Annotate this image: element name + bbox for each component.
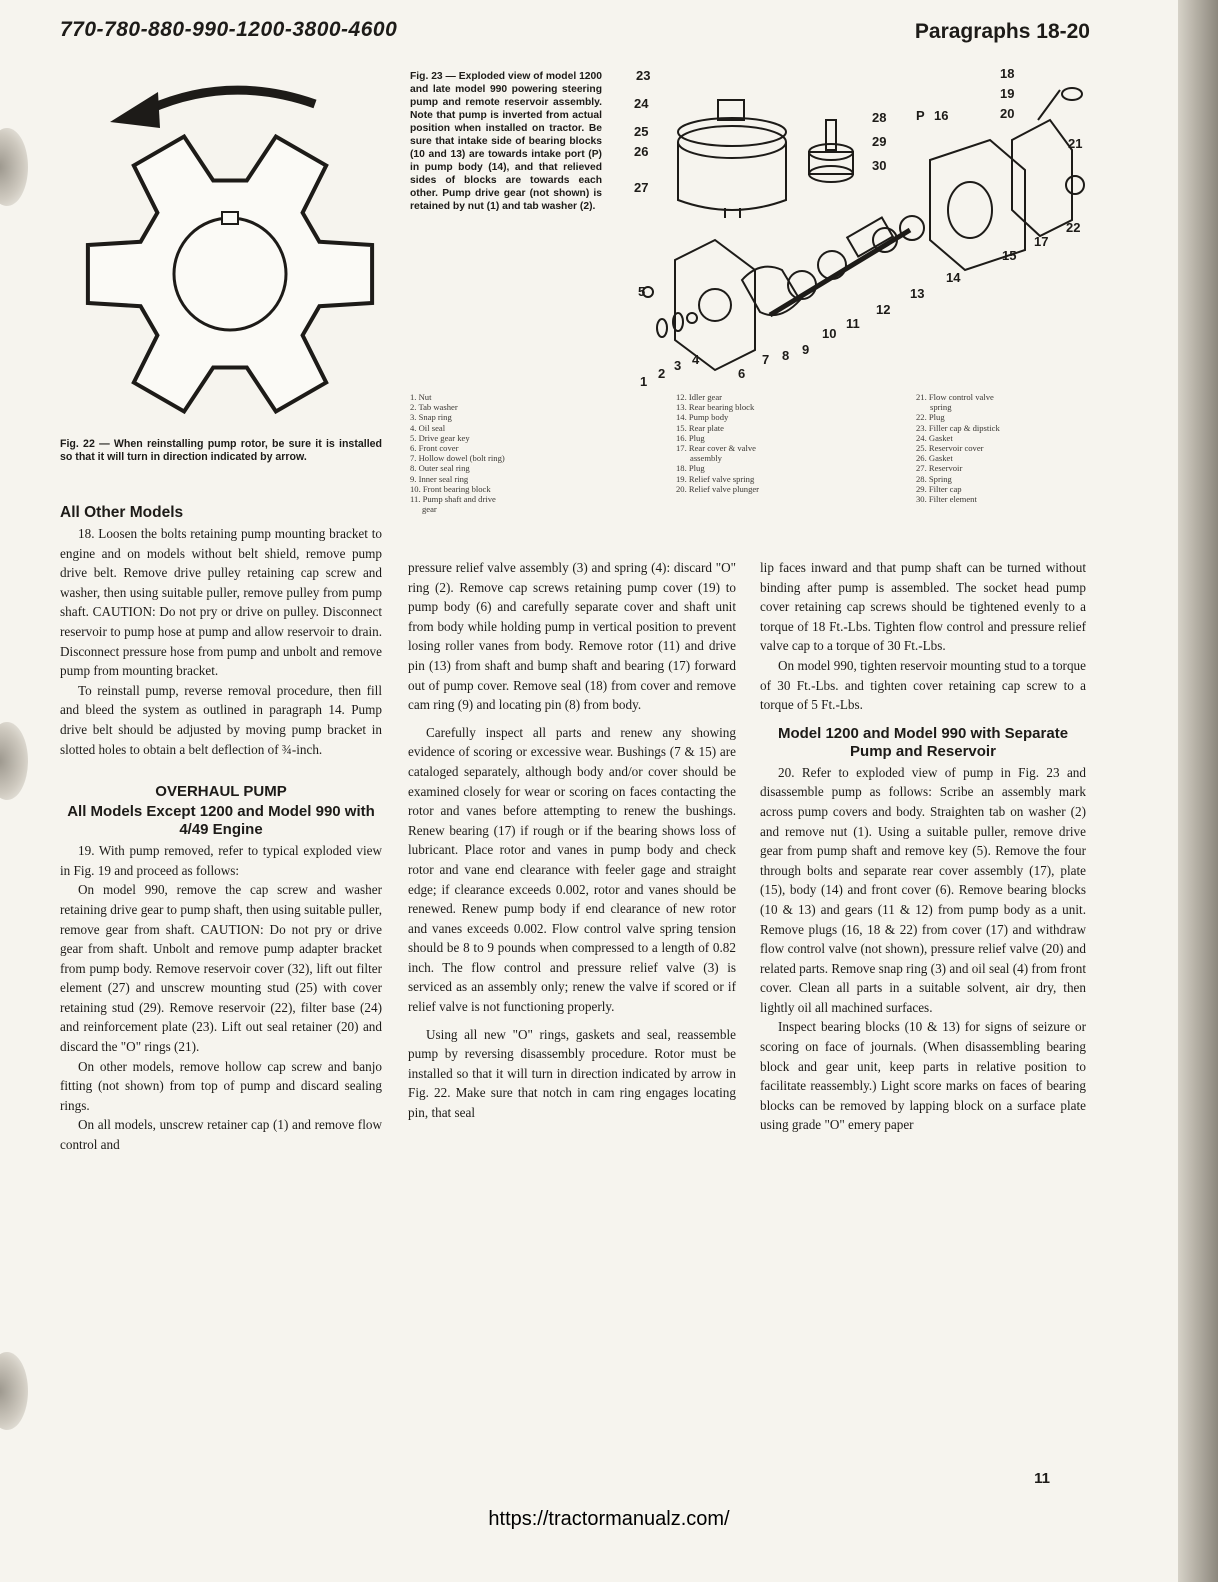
paragraph: On other models, remove hollow cap screw and banjo fitting (not shown) from top of pump and discard sealing rings. (60, 1058, 382, 1113)
text-column-1 (60, 502, 382, 1155)
legend-item: 27. Reservoir (916, 463, 963, 474)
callout: 25 (634, 124, 649, 139)
rotation-arrow-icon (110, 90, 315, 128)
legend-item: 26. Gasket (916, 453, 953, 464)
legend-item: 6. Front cover (410, 443, 459, 454)
callout: 10 (822, 326, 837, 341)
text-column-3 (760, 558, 1086, 1135)
fig22-rotor-drawing (60, 64, 390, 444)
legend-item: 22. Plug (916, 412, 945, 423)
fig23-caption: Fig. 23 — Exploded view of model 1200 and late model 990 powering steering pump and remote reservoir assembly. Note that pump is inverted from actual position when installed on tractor. Be sure that intake side of bearing blocks (10 and 13) are towards intake port (P) in pump body (14), and that relieved sides of blocks are towards each other. Pump drive gear (not shown) is retained by nut (1) and tab washer (2). (410, 71, 602, 212)
legend-item: 23. Filler cap & dipstick (916, 422, 1000, 433)
binder-hole (0, 128, 28, 206)
callout: 15 (1002, 248, 1017, 263)
callout: 7 (762, 352, 770, 367)
paragraph: On model 990, tighten reservoir mounting stud to a torque of 30 Ft.-Lbs. and tighten cover retaining cap screw to a torque of 5 Ft.-Lbs. (760, 657, 1086, 713)
legend-item: 18. Plug (676, 463, 705, 474)
callout: 1 (640, 374, 648, 389)
gasket-icon (742, 267, 800, 315)
parts-legend-col2 (676, 392, 876, 494)
callout: 2 (658, 366, 666, 381)
callout: 16 (934, 108, 949, 123)
callout: 9 (802, 342, 810, 357)
legend-item: 11. Pump shaft and drive (410, 494, 496, 505)
callout: 13 (910, 286, 925, 301)
legend-item: assembly (690, 453, 722, 464)
callout: 11 (846, 316, 860, 331)
legend-item: gear (422, 504, 437, 515)
callout: 8 (782, 348, 790, 363)
callout: 12 (876, 302, 891, 317)
callout: P (916, 108, 925, 123)
legend-item: 14. Pump body (676, 412, 729, 423)
legend-item: 7. Hollow dowel (bolt ring) (410, 453, 505, 464)
callout: 23 (636, 68, 651, 83)
gear-set-icon (770, 216, 924, 315)
callout: 26 (634, 144, 649, 159)
legend-item: 9. Inner seal ring (410, 473, 469, 484)
fig22-caption: Fig. 22 — When reinstalling pump rotor, be sure it is installed so that it will turn in direction indicated by arrow. (60, 438, 382, 464)
legend-item: 25. Reservoir cover (916, 443, 984, 454)
binder-hole (0, 722, 28, 800)
callout: 18 (1000, 66, 1015, 81)
callout: 4 (692, 352, 700, 367)
binder-hole (0, 1352, 28, 1430)
legend-item: 28. Spring (916, 473, 952, 484)
footer-url[interactable]: https://tractormanualz.com/ (488, 1508, 730, 1530)
paragraph: On all models, unscrew retainer cap (1) and remove flow control and (60, 1117, 382, 1153)
callout: 24 (634, 96, 649, 111)
callout: 30 (872, 158, 887, 173)
legend-item: 21. Flow control valve (916, 392, 994, 402)
fig23-exploded-view (620, 60, 1090, 390)
header-paragraphs: Paragraphs 18-20 (914, 20, 1090, 43)
section-heading: OVERHAUL PUMP (155, 783, 287, 801)
callout: 20 (1000, 106, 1015, 121)
legend-item: 19. Relief valve spring (676, 473, 755, 484)
paragraph: pressure relief valve assembly (3) and spring (4): discard "O" ring (2). Remove cap screws retaining pump cover (19) to pump body (6) and carefully separate cover and shaft unit from body while holding pump in vertical position to prevent losing roller vanes from body. Remove rotor (11) and drive pin (13) from shaft and bump shaft and bearing (17) forward out of pump cover. Remove seal (18) from cover and remove cam ring (9) and locating pin (8) from body. (408, 560, 736, 713)
paragraph: Carefully inspect all parts and renew any showing evidence of scoring or excessive wear. Bushings (7 & 15) are cataloged separately, although body and/or cover should be examined closely for wear or scoring on faces contacting the rotor and vanes before attempting to renew the bushings. Renew bearing (17) if rough or if the bearing shows loss of lubricant. Place rotor and vanes in pump body and check rotor and vane end clearance with feeler gage and straight edge; if clearance exceeds 0.002, rotor and vanes should be renewed. Renew pump body if end clearance of new rotor and vanes exceeds 0.002. Flow control valve spring tension should be 8 to 9 pounds when compressed to a length of 0.82 inch. The flow control and pressure relief valve (3) is serviced as an assembly only; renew the valve if scored or if relief valve is not functioning properly. (408, 724, 736, 1015)
parts-legend-col3 (916, 392, 1096, 504)
legend-item: 8. Outer seal ring (410, 463, 470, 474)
legend-item: 24. Gasket (916, 432, 953, 443)
paragraph: 18. Loosen the bolts retaining pump mounting bracket to engine and on models without belt shield, remove pump drive belt. Remove drive pulley retaining cap screw and washer, then using suitable puller, remove pulley from pump shaft. CAUTION: Do not pry or drive on pulley. Disconnect reservoir to pump hose at pump and allow reservoir to drain. Disconnect pressure hose from pump and unbolt and remove pump from mounting bracket. (60, 526, 382, 679)
legend-item: 1. Nut (410, 392, 432, 402)
rotor-icon (88, 137, 372, 412)
legend-item: 20. Relief valve plunger (676, 483, 760, 494)
page-edge-shadow (1178, 0, 1218, 1582)
legend-item: 5. Drive gear key (410, 432, 470, 443)
legend-item: 2. Tab washer (410, 402, 458, 413)
text-column-2 (408, 558, 736, 1123)
paragraph: Using all new "O" rings, gaskets and seal, reassemble pump by reversing disassembly procedure. Rotor must be installed so that it will turn in direction indicated by arrow in Fig. 22. Make sure that notch in cam ring engages locating pin, that seal (408, 1026, 736, 1121)
legend-item: 10. Front bearing block (410, 483, 491, 494)
legend-item: 16. Plug (676, 432, 705, 443)
legend-item: 13. Rear bearing block (676, 402, 755, 413)
callout: 19 (1000, 86, 1015, 101)
callout: 27 (634, 180, 649, 195)
callout: 14 (946, 270, 961, 285)
page-number: 11 (1034, 1470, 1050, 1487)
header-models: 770-780-880-990-1200-3800-4600 (60, 18, 398, 41)
legend-item: spring (930, 402, 952, 413)
rear-cover-icon (1012, 88, 1084, 236)
paragraph: 19. With pump removed, refer to typical exploded view in Fig. 19 and proceed as follows: (60, 843, 382, 878)
callout: 17 (1034, 234, 1049, 249)
filter-element-icon (809, 120, 853, 182)
paragraph: 20. Refer to exploded view of pump in Fig. 23 and disassemble pump as follows: Scribe an assembly mark across pump covers and body. Straighten tab on washer (2) and remove nut (1). Using a suitable puller, remove drive gear from pump shaft and remove key (5). Remove the four through bolts and separate rear cover assembly (17), plate (15), body (14) and front cover (6). Remove bearing blocks (10 & 13) and gears (11 & 12) from pump body as a unit. Remove plugs (16, 18 & 22) from cover (17) and withdraw flow control valve (not shown), pressure relief valve (20) and related parts. Remove snap ring (3) and oil seal (4) from front cover. Clean all parts in a suitable solvent, air dry, then lightly oil all machined surfaces. (760, 764, 1086, 1015)
paragraph: lip faces inward and that pump shaft can be turned without binding after pump is assembled. The socket head pump cover retaining cap screws should be tightened evenly to a torque of 18 Ft.-Lbs. Tighten flow control and pressure relief valve cap to a torque of 30 Ft.-Lbs. (760, 560, 1086, 654)
legend-item: 30. Filter element (916, 494, 977, 505)
callout: 22 (1066, 220, 1081, 235)
callout: 28 (872, 110, 887, 125)
legend-item: 4. Oil seal (410, 422, 446, 433)
section-heading: Model 1200 and Model 990 with Separate Pump and Reservoir (777, 724, 1069, 760)
callout: 6 (738, 366, 746, 381)
legend-item: 17. Rear cover & valve (676, 443, 756, 454)
parts-legend-col1 (410, 392, 610, 514)
legend-item: 15. Rear plate (676, 422, 724, 433)
legend-item: 3. Snap ring (410, 412, 452, 423)
callout: 29 (872, 134, 887, 149)
legend-item: 29. Filter cap (916, 483, 962, 494)
snap-ring-icon (657, 319, 667, 337)
section-subheading: All Models Except 1200 and Model 990 with 4/49 Engine (67, 803, 375, 839)
paragraph: To reinstall pump, reverse removal procedure, then fill and bleed the system as outlined in paragraph 14. Pump drive belt should be adjusted by moving pump bracket in slotted holes to obtain a belt deflection of ¾-inch. (60, 682, 382, 757)
legend-item: 12. Idler gear (676, 392, 723, 402)
callout: 3 (674, 358, 682, 373)
reservoir-icon (678, 100, 786, 218)
section-heading: All Other Models (60, 504, 184, 521)
paragraph: Inspect bearing blocks (10 & 13) for signs of seizure or scoring on face of journals. (When disassembling bearing block and gear unit, keep parts in relative position to facilitate reassembly.) Light score marks on faces of bearing blocks can be removed by lapping block on a surface plate using grade "O" emery paper (760, 1019, 1086, 1133)
paragraph: On model 990, remove the cap screw and washer retaining drive gear to pump shaft, then using suitable puller, remove gear from shaft. CAUTION: Do not pry or drive gear from shaft. Unbolt and remove pump adapter bracket from pump body. Remove reservoir cover (32), lift out filter element (27) and unscrew mounting stud (25) with cover retaining stud (29). Remove reservoir (22), filter base (24) and reinforcement plate (23). Lift out seal retainer (20) and discard the "O" rings (21). (60, 882, 382, 1055)
callout: 21 (1068, 136, 1083, 151)
callout: 5 (638, 284, 646, 299)
front-cover-icon (675, 240, 755, 370)
